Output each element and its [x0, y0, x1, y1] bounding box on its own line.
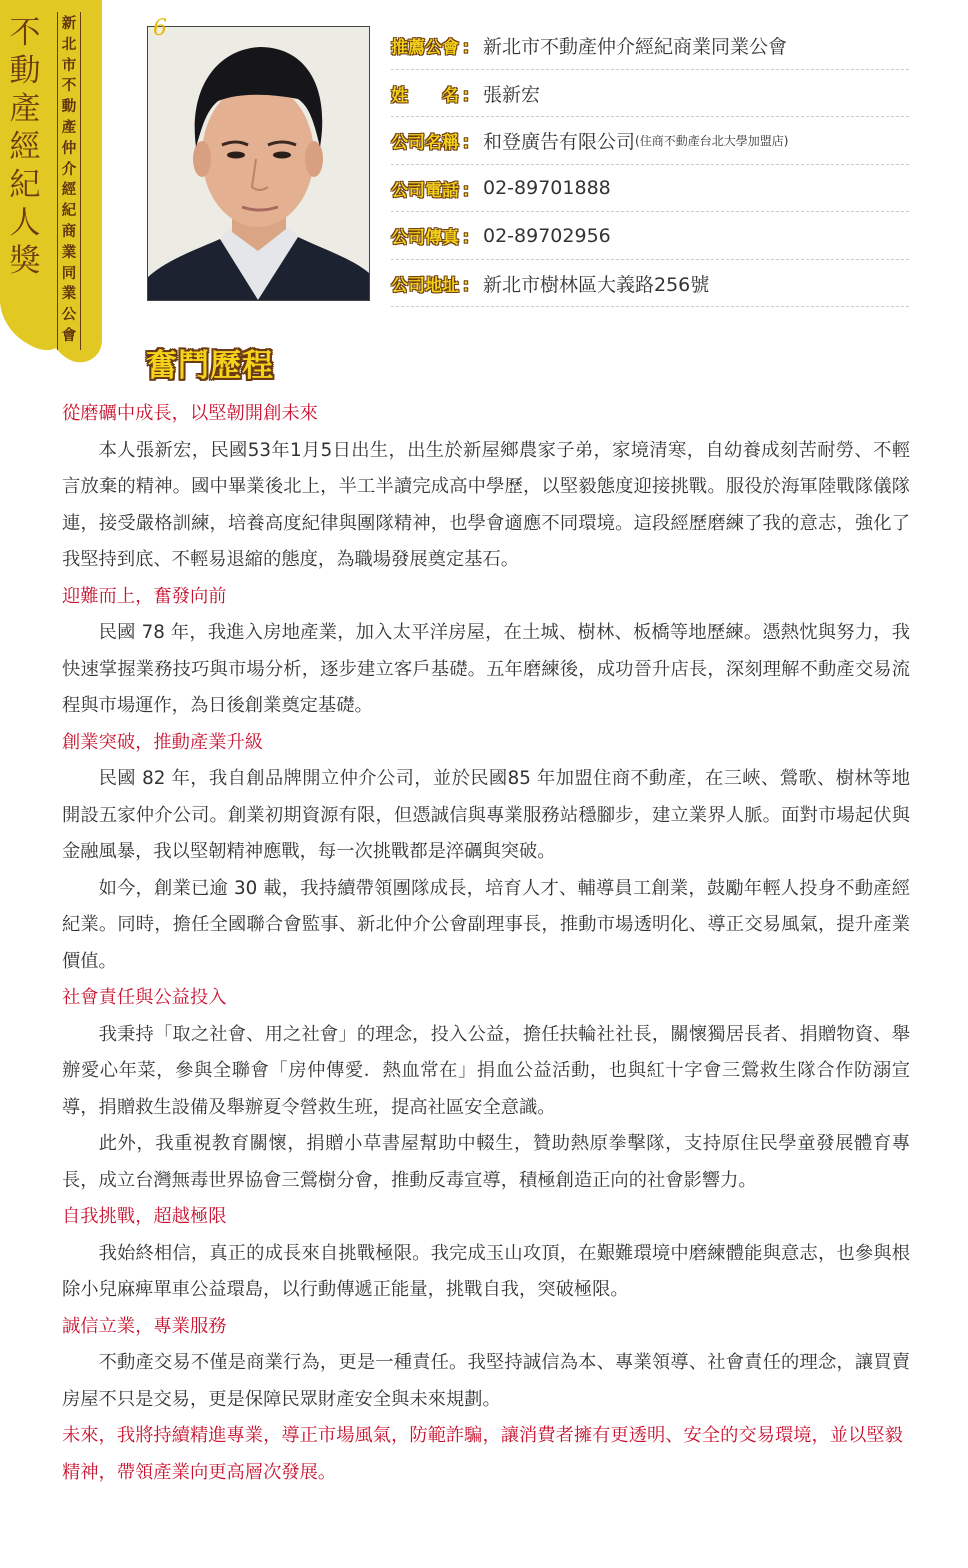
- info-colon: ：: [462, 180, 479, 201]
- info-value: 02-89702956: [483, 224, 611, 247]
- info-value: 新北市不動產仲介經紀商業同業公會: [483, 36, 788, 59]
- section-paragraph: 民國 78 年，我進入房地產業，加入太平洋房屋，在土城、樹林、板橋等地歷練。憑熱忱與努力，我快速掌握業務技巧與市場分析，逐步建立客戶基礎。五年磨練後，成功晉升店長，深刻理解不動產交易流程與市場運作，為日後創業奠定基礎。: [62, 622, 910, 716]
- info-label: 公司地址: [391, 275, 459, 296]
- story-content: [62, 396, 910, 1491]
- section-paragraph: 我秉持「取之社會、用之社會」的理念，投入公益，擔任扶輪社社長，關懷獨居長者、捐贈物資、舉辦愛心年菜，參與全聯會「房仲傳愛．熱血常在」捐血公益活動，也與紅十字會三鶯救生隊合作防溺宣導，捐贈救生設備及舉辦夏令營救生班，提高社區安全意識。: [62, 1023, 910, 1118]
- person-portrait-icon: [148, 27, 369, 300]
- section-paragraph: 不動產交易不僅是商業行為，更是一種責任。我堅持誠信為本、專業領導、社會責任的理念，讓買賣房屋不只是交易，更是保障民眾財產安全與未來規劃。: [62, 1352, 910, 1410]
- info-row-fax: [391, 212, 909, 260]
- info-colon: ：: [462, 133, 479, 154]
- info-value: 02-89701888: [483, 177, 611, 200]
- section-heading: 創業突破，推動產業升級: [62, 731, 264, 753]
- info-row-phone: [391, 165, 909, 213]
- section-heading: 從磨礪中成長，以堅韌開創未來: [62, 403, 318, 424]
- section-heading: 自我挑戰，超越極限: [62, 1206, 227, 1227]
- info-row-address: [391, 260, 909, 308]
- info-note: (住商不動產台北大學加盟店): [635, 134, 789, 149]
- info-row-company: [391, 117, 909, 165]
- ribbon-subtitle-frame: [57, 12, 81, 350]
- section-paragraph: 民國 82 年，我自創品牌開立仲介公司，並於民國85 年加盟住商不動產，在三峽、鶯歌、樹林等地開設五家仲介公司。創業初期資源有限，但憑誠信與專業服務站穩腳步，建立業界人脈。面對市場起伏與金融風暴，我以堅韌精神應戰，每一次挑戰都是淬礪與突破。: [62, 768, 910, 862]
- info-label: 公司電話: [391, 180, 459, 201]
- award-ribbon: [0, 0, 102, 370]
- section-heading: 社會責任與公益投入: [62, 987, 227, 1008]
- info-label: 公司名稱: [391, 133, 459, 154]
- info-colon: ：: [462, 38, 479, 59]
- photo-number-mark: 6: [153, 16, 167, 41]
- info-label: 公司傳真: [391, 228, 459, 249]
- info-colon: ：: [462, 228, 479, 249]
- section-paragraph: 此外，我重視教育關懷，捐贈小草書屋幫助中輟生，贊助熱原拳擊隊，支持原住民學童發展體育專長，成立台灣無毒世界協會三鶯樹分會，推動反毒宣導，積極創造正向的社會影響力。: [62, 1133, 910, 1191]
- section-paragraph: 我始終相信，真正的成長來自挑戰極限。我完成玉山攻頂，在艱難環境中磨練體能與意志，也參與根除小兒麻痺單車公益環島，以行動傳遞正能量，挑戰自我，突破極限。: [62, 1242, 910, 1300]
- info-colon: ：: [462, 275, 479, 296]
- section-heading: 迎難而上，奮發向前: [62, 585, 227, 607]
- info-label: 姓 名: [391, 85, 459, 106]
- ribbon-title: 不 動 產 經 紀 人 獎: [9, 15, 41, 279]
- info-panel: [391, 22, 909, 307]
- info-value: 和登廣告有限公司: [483, 131, 636, 154]
- info-row-name: [391, 70, 909, 118]
- closing-statement: 未來，我將持續精進專業，導正市場風氣，防範詐騙，讓消費者擁有更透明、安全的交易環境，並以堅毅精神，帶領產業向更高層次發展。: [62, 1425, 903, 1483]
- info-value: 張新宏: [483, 83, 541, 106]
- info-colon: ：: [462, 85, 479, 106]
- section-paragraph: 如今，創業已逾 30 載，我持續帶領團隊成長，培育人才、輔導員工創業，鼓勵年輕人投身不動產經紀業。同時，擔任全國聯合會監事、新北仲介公會副理事長，推動市場透明化、導正交易風氣，提升產業價值。: [62, 877, 910, 972]
- section-paragraph: 本人張新宏，民國53年1月5日出生，出生於新屋鄉農家子弟，家境清寒，自幼養成刻苦耐勞、不輕言放棄的精神。國中畢業後北上，半工半讀完成高中學歷，以堅毅態度迎接挑戰。服役於海軍陸戰隊儀隊連，接受嚴格訓練，培養高度紀律與團隊精神，也學會適應不同環境。這段經歷磨練了我的意志，強化了我堅持到底、不輕易退縮的態度，為職場發展奠定基石。: [62, 439, 910, 570]
- info-row-association: [391, 22, 909, 70]
- ribbon-subtitle: 新 北 市 不 動 產 仲 介 經 紀 商 業 同 業 公 會: [61, 16, 77, 344]
- story-title: 奮鬥歷程: [146, 348, 274, 384]
- portrait-photo: [147, 26, 370, 301]
- info-label: 推薦公會: [391, 38, 459, 59]
- info-value: 新北市樹林區大義路256號: [483, 273, 710, 296]
- section-heading: 誠信立業，專業服務: [62, 1315, 227, 1337]
